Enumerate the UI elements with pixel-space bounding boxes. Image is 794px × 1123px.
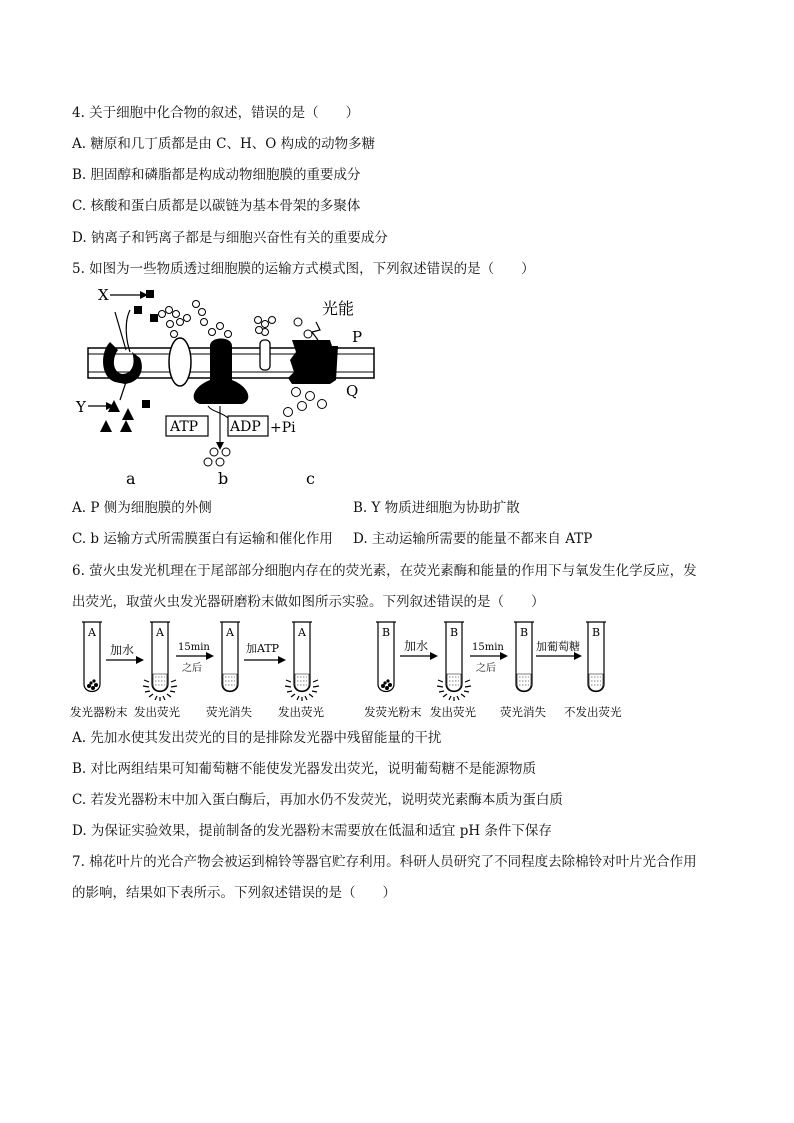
tube-b2 (437, 622, 471, 701)
membrane-transport-figure (70, 282, 390, 490)
question-4-option-a: A. 糖原和几丁质都是由 C、H、O 构成的动物多糖 (72, 136, 376, 152)
c-bottom-circles (284, 388, 327, 417)
label-pi: +Pi (270, 420, 296, 436)
label-adp: ADP (230, 419, 261, 435)
tube-a2 (143, 622, 177, 701)
question-5-stem: 5. 如图为一些物质透过细胞膜的运输方式模式图，下列叙述错误的是（ ） (72, 261, 535, 277)
tube-a1 (82, 622, 102, 692)
question-5-option-b: B. Y 物质进细胞为协助扩散 (353, 500, 520, 516)
add-water-b: 加水 (404, 639, 429, 653)
question-5-option-d: D. 主动运输所需要的能量不都来自 ATP (353, 531, 593, 547)
b-substance-circles (204, 448, 230, 466)
caption-glow-b: 发出荧光 (430, 705, 476, 719)
question-6-stem-line-2: 出荧光，取萤火虫发光器研磨粉末做如图所示实验。下列叙述错误的是（ ） (72, 594, 545, 610)
wait-bottom-b: 之后 (476, 663, 496, 674)
tube-a4 (285, 622, 319, 701)
small-membrane-protein (260, 340, 270, 370)
question-5-option-a: A. P 侧为细胞膜的外侧 (72, 500, 212, 516)
tube-b3-label: B (520, 626, 529, 639)
tube-b1 (376, 622, 396, 692)
label-light-energy: 光能 (322, 299, 355, 318)
tube-b4 (586, 622, 606, 692)
caption-powder-a: 发光器粉末 (70, 705, 128, 719)
question-6-option-c: C. 若发光器粉末中加入蛋白酶后，再加水仍不发荧光，说明荧光素酶本质为蛋白质 (72, 792, 563, 808)
caption-glow-a: 发出荧光 (134, 705, 180, 719)
tube-b3 (514, 622, 534, 692)
caption-powder-b: 发荧光粉末 (364, 705, 422, 719)
wait-bottom-a: 之后 (182, 663, 202, 674)
tube-b4-label: B (592, 626, 601, 639)
label-y: Y (76, 398, 86, 416)
caption-fade-b: 荧光消失 (500, 705, 546, 719)
firefly-experiment-figure (70, 616, 630, 722)
question-6-option-d: D. 为保证实验效果，提前制备的发光器粉末需要放在低温和适宜 pH 条件下保存 (72, 823, 552, 839)
question-4-option-d: D. 钠离子和钙离子都是与细胞兴奋性有关的重要成分 (72, 230, 388, 246)
label-a: a (126, 469, 136, 488)
question-6-option-b: B. 对比两组结果可知葡萄糖不能使发光器发出荧光，说明葡萄糖不是能源物质 (72, 761, 537, 777)
caption-glow-again-a: 发出荧光 (278, 705, 324, 719)
add-atp: 加ATP (246, 642, 280, 655)
question-7-stem-line-2: 的影响，结果如下表所示。下列叙述错误的是（ ） (72, 885, 396, 901)
label-q: Q (346, 382, 359, 400)
add-water-a: 加水 (110, 643, 135, 657)
tube-a4-label: A (298, 626, 306, 639)
channel-protein (169, 338, 191, 386)
caption-fade-a: 荧光消失 (206, 705, 252, 719)
question-7-stem-line-1: 7. 棉花叶片的光合产物会被运到棉铃等器官贮存利用。科研人员研究了不同程度去除棉铃对叶片光合作用 (72, 854, 697, 870)
question-4-stem: 4. 关于细胞中化合物的叙述，错误的是（ ） (72, 105, 360, 121)
tube-a2-label: A (156, 626, 164, 639)
label-p: P (352, 328, 363, 346)
question-4-option-b: B. 胆固醇和磷脂都是构成动物细胞膜的重要成分 (72, 167, 361, 183)
caption-noglow-b: 不发出荧光 (564, 705, 622, 719)
question-6-stem-line-1: 6. 萤火虫发光机理在于尾部部分细胞内存在的荧光素，在荧光素酶和能量的作用下与氧发生化学反应，发 (72, 563, 697, 579)
tube-b2-label: B (450, 626, 459, 639)
wait-top-b: 15min (472, 642, 504, 653)
y-substance-triangles (100, 400, 134, 432)
tube-a3-label: A (226, 626, 234, 639)
question-6-option-a: A. 先加水使其发出荧光的目的是排除发光器中残留能量的干扰 (72, 730, 442, 746)
question-4-option-c: C. 核酸和蛋白质都是以碳链为基本骨架的多聚体 (72, 198, 361, 214)
label-b: b (218, 469, 229, 488)
question-5-option-c: C. b 运输方式所需膜蛋白有运输和催化作用 (72, 531, 333, 547)
tube-a3 (220, 622, 240, 692)
wait-top-a: 15min (178, 642, 210, 653)
c-top-circles (294, 318, 312, 338)
tube-b1-label: B (382, 626, 391, 639)
tube-a1-label: A (88, 626, 96, 639)
label-x: X (98, 286, 109, 304)
label-atp: ATP (170, 419, 199, 435)
add-glucose: 加葡萄糖 (536, 640, 580, 653)
glycoprotein-chains (159, 301, 276, 338)
label-c: c (306, 469, 315, 488)
light-driven-pump-c (288, 322, 338, 384)
